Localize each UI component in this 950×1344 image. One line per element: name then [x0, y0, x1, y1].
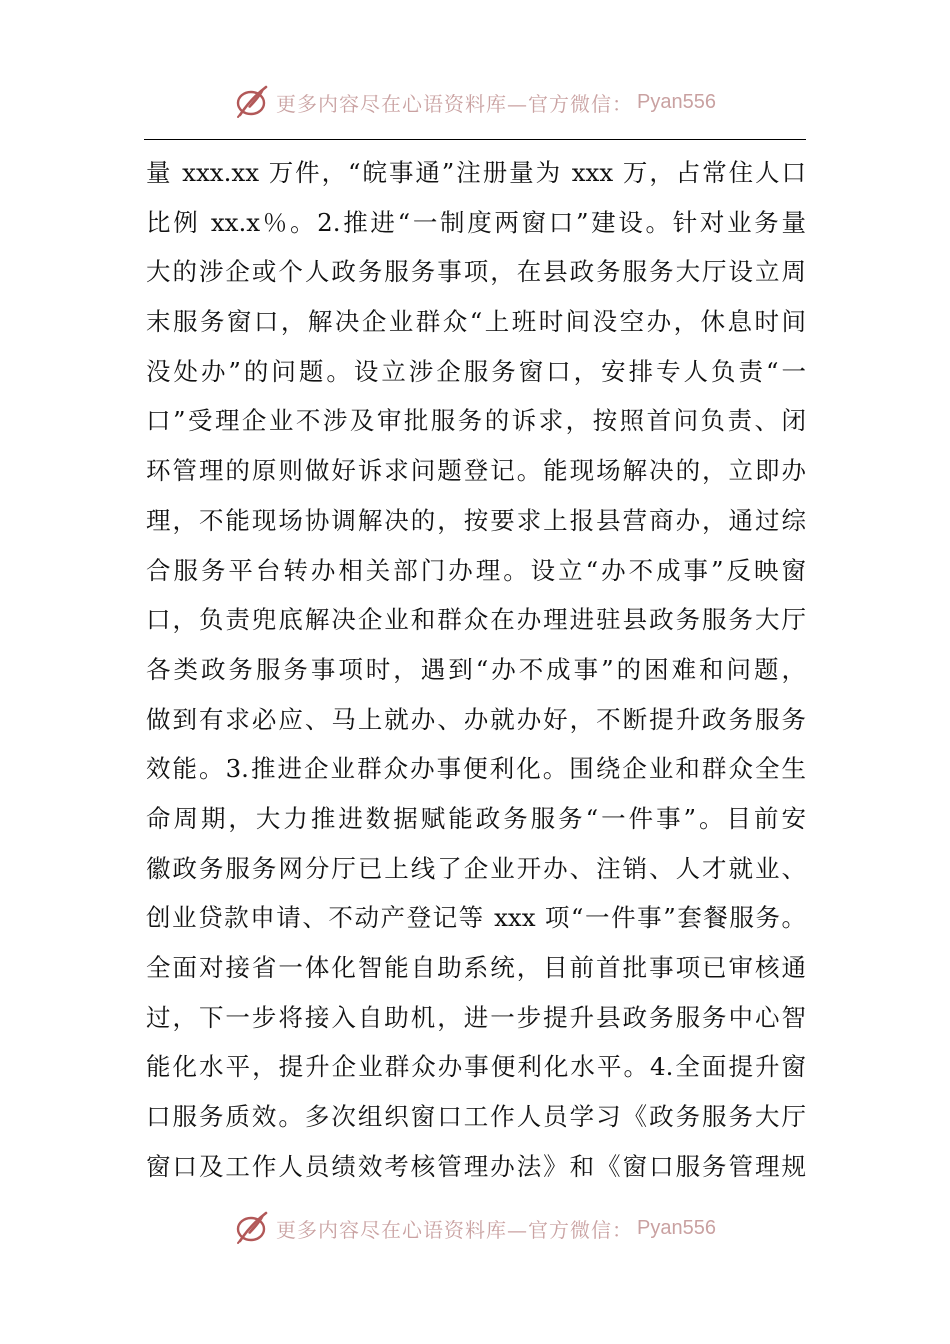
header-divider [144, 139, 806, 140]
body-line: 窗口及工作人员绩效考核管理办法》和《窗口服务管理规 [146, 1151, 806, 1181]
wechat-handle: Pyan556 [637, 90, 716, 113]
body-line: 量 xxx.xx 万件，“皖事通”注册量为 xxx 万，占常住人口 [146, 158, 806, 187]
body-line: 能化水平，提升企业群众办事便利化水平。4.全面提升窗 [146, 1052, 806, 1082]
document-body [146, 150, 806, 1193]
body-line: 口，负责兜底解决企业和群众在办理进驻县政务服务大厅 [146, 605, 806, 635]
body-line: 环管理的原则做好诉求问题登记。能现场解决的，立即办 [146, 456, 806, 486]
body-line: 合服务平台转办相关部门办理。设立“办不成事”反映窗 [146, 555, 806, 585]
quill-pen-logo-icon [234, 1210, 270, 1246]
body-line: 口”受理企业不涉及审批服务的诉求，按照首问负责、闭 [146, 406, 806, 436]
body-line: 做到有求必应、马上就办、办就办好，不断提升政务服务 [146, 704, 806, 734]
body-line: 创业贷款申请、不动产登记等 xxx 项“一件事”套餐服务。 [146, 903, 806, 933]
body-line: 比例 xx.x％。2.推进“一制度两窗口”建设。针对业务量 [146, 207, 806, 237]
body-line: 全面对接省一体化智能自助系统，目前首批事项已审核通 [146, 953, 806, 982]
body-line: 过，下一步将接入自助机，进一步提升县政务服务中心智 [146, 1002, 806, 1032]
footer-banner [0, 1208, 950, 1248]
body-line: 末服务窗口，解决企业群众“上班时间没空办，休息时间 [146, 307, 806, 337]
wechat-handle: Pyan556 [637, 1216, 716, 1239]
promo-text: 更多内容尽在心语资料库—官方微信： [276, 91, 634, 116]
body-line: 口服务质效。多次组织窗口工作人员学习《政务服务大厅 [146, 1102, 806, 1132]
body-line: 理，不能现场协调解决的，按要求上报县营商办，通过综 [146, 505, 806, 535]
body-line: 大的涉企或个人政务服务事项，在县政务服务大厅设立周 [146, 257, 806, 287]
body-line: 各类政务服务事项时，遇到“办不成事”的困难和问题， [146, 654, 806, 684]
quill-pen-logo-icon [234, 84, 270, 120]
body-line: 没处办”的问题。设立涉企服务窗口，安排专人负责“一 [146, 356, 806, 386]
promo-text: 更多内容尽在心语资料库—官方微信： [276, 1217, 634, 1242]
body-line: 命周期，大力推进数据赋能政务服务“一件事”。目前安 [146, 803, 806, 833]
body-line: 徽政务服务网分厅已上线了企业开办、注销、人才就业、 [146, 853, 806, 883]
body-line: 效能。3.推进企业群众办事便利化。围绕企业和群众全生 [146, 754, 806, 784]
header-banner [0, 82, 950, 122]
